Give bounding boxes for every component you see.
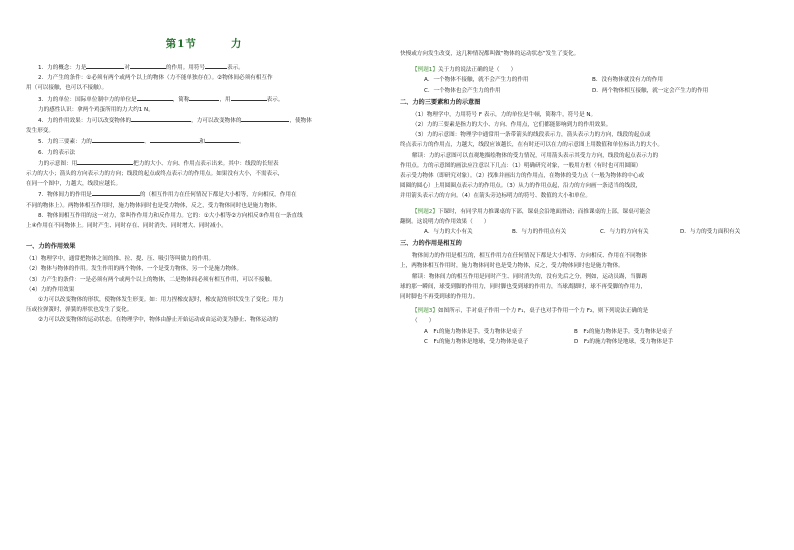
example2-options: A．与力的大小有关 B．与力的作用点有关 C．与力的方向有关 D．与力的受力面积有关: [424, 229, 741, 236]
paragraph-line: 解读：力的示意图可以直观地描绘物体的受力情况，可用箭头表示其受力方向，线段的起点表示力的: [412, 152, 659, 159]
section3-heading: 三、力的作用是相互的: [400, 240, 462, 248]
left-column: [26, 34, 392, 326]
knowledge-line: 力的感性认识：拿两个鸡蛋所用的力大约1 N。: [38, 106, 154, 113]
paragraph-line: 并用箭头表示力的方向。（4）在箭头旁边标明力的符号、数值的大小和单位。: [400, 193, 591, 200]
example2-tag: 【例题2】: [412, 208, 438, 215]
fill-blank: [77, 158, 133, 165]
fill-blank: [131, 115, 191, 122]
page-title: [16, 34, 392, 54]
knowledge-line: 4．力的作用效果：力可以改变物体的 ，力可以改变物体的 ，使物体: [26, 115, 392, 126]
example3-paren: （ ）: [412, 318, 435, 325]
example3-options-row1: A F₁的施力物体是手，受力物体是桌子 B F₂的施力物体是手，受力物体是桌子: [424, 328, 673, 335]
fill-blank: [205, 136, 239, 143]
example1-tag: 【例题1】: [412, 67, 438, 74]
knowledge-line: 不同的物体上）。两物体相互作用时，施力物体同时也是受力物体，反之，受力物体同时也是施力物体。: [26, 202, 281, 209]
paragraph-line: 终点表示力的作用点，力越大，线段应该越长，在有时还可以在力的示意图上用数值和单位标出力的大小。: [400, 142, 663, 149]
example3-options-row2: C F₁的施力物体是地球，受力物体是桌子 D F₂的施力物体是地球，受力物体是手: [424, 338, 674, 345]
fill-blank: [205, 62, 227, 69]
knowledge-line: 上④作用在不同物体上。同时产生、同时存在、同时消失、同时增大、同时减小。: [26, 223, 227, 230]
knowledge-line: 用（可以接触，也可以不接触）。: [26, 85, 108, 92]
paragraph-line: （4）力的作用效果: [26, 286, 75, 293]
knowledge-points: [26, 62, 392, 231]
paragraph-line: 快慢或方向发生改变，这几种情况都叫做“物体的运动状态”发生了变化。: [400, 51, 580, 57]
right-column: [400, 49, 770, 347]
paragraph-line: 圆圈的圆心）上用圆圈点表示力的作用点。（3）从力的作用点起，沿力的方向画一条适当的线段，: [400, 183, 642, 190]
paragraph-line: 上，两物体相互作用时，施力物体同时也是受力物体，反之，受力物体同时也是施力物体。: [400, 263, 624, 270]
knowledge-line: 在同一个图中，力越大，线段应越长。: [26, 181, 122, 188]
example2-question: 【例题2】下课时，有同学用力推课桌的下部，课桌会沿地面滑动；而推课桌的上部，课桌可能会: [412, 208, 651, 215]
paragraph-line: 表示受力物体（即研究对象）。（2）找准并画出力的作用点，在物体的受力点（一般为物体的中心或: [400, 173, 645, 180]
example1-options-row1: A．一个物体不接触，就不会产生力的作用 B．没有物体就没有力的作用: [424, 77, 663, 84]
knowledge-line: 7．物体间力的作用是 的（相互作用力在任何情况下都是大小相等，方向相反，作用在: [26, 189, 392, 200]
paragraph-line: 解读：物体间力的相互作用是同时产生、同时消失的，没有先后之分，例如，运动员踢，当脚踢: [412, 273, 647, 280]
fill-blank: [130, 62, 166, 69]
knowledge-line: 2．力产生的条件：①必须有两个或两个以上的物体（力不能单独存在）。②物体间必须有相互作: [38, 75, 273, 82]
knowledge-line: 发生形变。: [26, 128, 54, 135]
section3-body: [400, 251, 770, 302]
fill-blank: [241, 115, 289, 122]
paragraph-line: 同时脚也不再受到球的作用力。: [400, 294, 479, 301]
knowledge-line: 6．力的表示法: [38, 149, 76, 156]
section1-body: [26, 254, 392, 325]
fill-blank: [137, 94, 173, 101]
knowledge-line: 3．力的单位：国际单位制中力的单位是 ，简称 ，用 表示。: [26, 94, 392, 105]
paragraph-line: （1）物理学中，通常把物体之间的推、拉、提、压、吸引等叫做力的作用。: [26, 256, 215, 263]
paragraph-line: （3）力产生的条件：一是必须有两个或两个以上的物体，二是物体间必须有相互作用，可以不接触。: [26, 276, 276, 283]
example2-question-cont: 翻倒。这说明力的作用效果（ ）: [400, 218, 490, 225]
paragraph-line: 物体间力的作用是相互的，相互作用力在任何情况下都是大小相等、方向相反、作用在不同物体: [412, 253, 647, 260]
paragraph-line: ②力可以改变物体的运动状态。在物理学中，物体由静止开始运动或由运动变为静止、物体运动的: [38, 317, 278, 324]
paragraph-line: （2）力的三要素是指力的大小、方向、作用点，它们都能影响到力的作用效果。: [412, 122, 612, 129]
section2-heading: 二、力的三要素和力的示意图: [400, 98, 481, 106]
fill-blank: [231, 94, 267, 101]
knowledge-line: 力的示意图：用 把力的大小、方向、作用点表示出来。其中：线段的长短表: [26, 158, 392, 169]
fill-blank: [92, 189, 140, 196]
paragraph-line: 压或拉弹簧时，弹簧的形状也发生了变化。: [26, 307, 133, 314]
section1-heading: 一、力的作用效果: [26, 243, 76, 251]
knowledge-line: 8．物体间相互作用的这一对力，常叫作作用力和反作用力。它的：①大小相等②方向相反③作用在一条直线: [38, 212, 303, 219]
section-number: 第1节: [165, 38, 197, 50]
example3-question: 【例题3】如图所示，手对桌子作用一个力 F₁，桌子也对手作用一个力 F₂，则下列说法正确的是: [412, 308, 649, 315]
fill-blank: [189, 94, 219, 101]
paragraph-line: 球的那一瞬间，球受到脚的作用力，同时脚也受到球的作用力，当球离脚时，球不再受脚的作用力，: [400, 283, 647, 290]
section2-body: [400, 110, 770, 202]
example1-options-row2: C．一个物体也会产生力的作用 D．两个物体相互接触，就一定会产生力的作用: [424, 87, 709, 94]
knowledge-line: 5．力的三要素：力的 、 和 。: [26, 136, 392, 147]
knowledge-line: 1．力的概念：力是 对 的作用。用符号 表示。: [26, 62, 392, 73]
paragraph-line: 作用点。力的示意图的画法应注意以下几点：（1）明确研究对象，一般用方框（有时也可用圆圈）: [400, 162, 642, 169]
fill-blank: [150, 136, 200, 143]
paragraph-line: （1）物理学中，力用符号 F 表示，力的单位是牛顿，简称牛，符号是 N。: [412, 111, 597, 118]
paragraph-line: （2）物体与物体的作用。发生作用的两个物体，一个是受力物体，另一个是施力物体。: [26, 266, 243, 273]
example3-tag: 【例题3】: [412, 308, 438, 315]
fill-blank: [92, 136, 144, 143]
knowledge-line: 示力的大小；箭头的方向表示力的方向；线段的起点或终点表示力的作用点。如果没有大小，不需表示，: [26, 171, 284, 178]
paragraph-line: （3）力的示意图：物理学中通常用一条带箭头的线段表示力，箭头表示力的方向，线段的起点或: [412, 132, 651, 139]
section-name: 力: [230, 38, 243, 50]
paragraph-line: ①力可以改变物体的形状，使物体发生形变。如：用力捏橡皮泥时，橡皮泥的形状发生了变化；用力: [38, 297, 284, 304]
example1-question: 【例题1】关于力的说法正确的是（ ）: [412, 67, 517, 74]
fill-blank: [86, 62, 124, 69]
